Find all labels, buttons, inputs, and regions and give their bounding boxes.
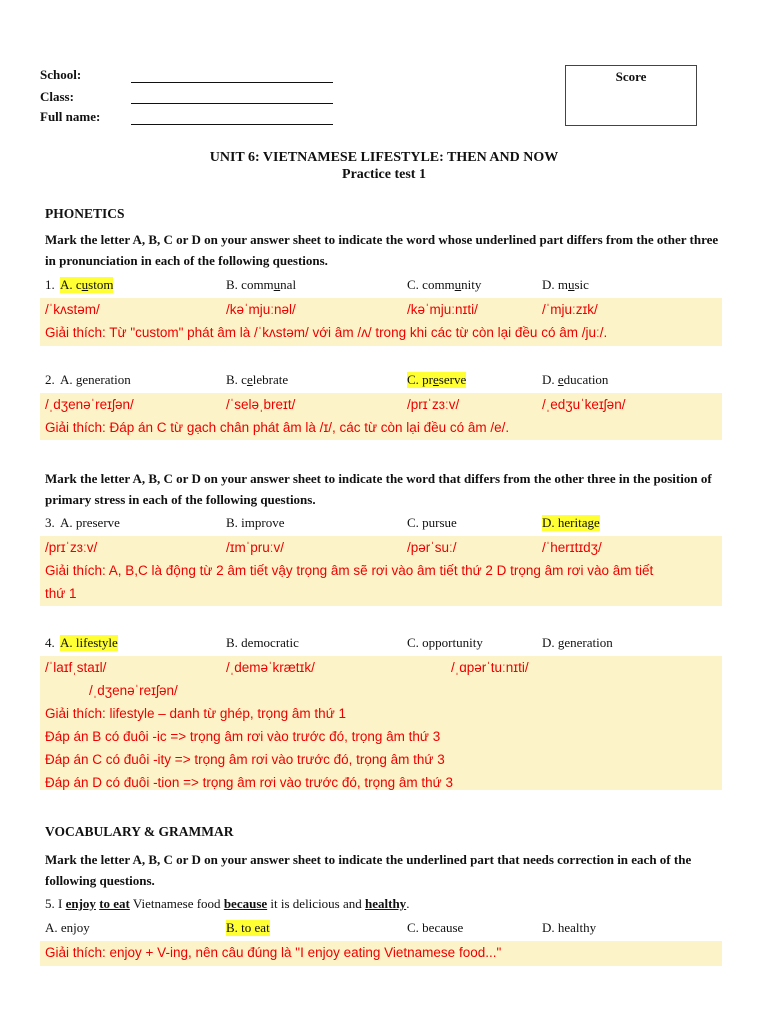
q2-a-pre: A.: [60, 372, 76, 387]
q5-s7: it is delicious and: [267, 896, 366, 911]
unit-title: UNIT 6: VIETNAMESE LIFESTYLE: THEN AND NOW: [209, 150, 559, 165]
q4-answer-box: [40, 656, 722, 790]
q5-underline-because: because: [223, 896, 268, 911]
q2-a-post: eneration: [82, 372, 131, 387]
question-1: [0, 277, 768, 297]
q4-ipa-d: /ˌdʒenəˈreɪʃən/: [89, 683, 178, 698]
q4-option-d[interactable]: D. generation: [542, 635, 613, 650]
q2-option-a[interactable]: [60, 372, 131, 388]
q1-b-underline: u: [273, 277, 281, 292]
q2-b-pre: B. c: [226, 372, 247, 387]
q1-d-underline: u: [568, 277, 575, 292]
q4-option-b[interactable]: B. democratic: [226, 635, 299, 650]
q2-ipa-a: /ˌdʒenəˈreɪʃən/: [45, 397, 134, 412]
q1-b-post: nal: [280, 277, 297, 292]
q2-d-pre: D.: [542, 372, 558, 387]
q1-d-pre: D. m: [542, 277, 568, 292]
fullname-label: Full name:: [40, 109, 101, 124]
q5-option-a[interactable]: A. enjoy: [45, 920, 90, 935]
q2-b-underline: e: [246, 372, 253, 387]
q3-option-c[interactable]: C. pursue: [407, 515, 457, 530]
question-5-options: [0, 920, 768, 940]
q3-ipa-row: [45, 536, 722, 559]
q4-explanation-line-4: Đáp án D có đuôi -tion => trọng âm rơi vào trước đó, trọng âm thứ 3: [45, 775, 453, 790]
q1-a-pre: A. c: [60, 277, 82, 292]
q5-option-b[interactable]: B. to eat: [226, 920, 270, 935]
q3-answer-box: [40, 536, 722, 606]
q4-explanation-line-1: Giải thích: lifestyle – danh từ ghép, trọng âm thứ 1: [45, 706, 346, 721]
q5-s5: Vietnamese food: [129, 896, 224, 911]
q1-option-c[interactable]: [407, 277, 481, 293]
phonetics-instruction-2: Mark the letter A, B, C or D on your answer sheet to indicate the word that differs from the other three in the position of primary stress in each of the following questions.: [45, 471, 712, 507]
phonetics-instruction-1: Mark the letter A, B, C or D on your answer sheet to indicate the word whose underlined part differs from the other three in pronunciation in each of the following questions.: [45, 232, 719, 268]
q2-ipa-row: [45, 393, 722, 416]
q2-option-c[interactable]: [407, 372, 466, 388]
q4-ipa-row-2: [45, 679, 722, 702]
vocab-instruction: Mark the letter A, B, C or D on your answer sheet to indicate the underlined part that needs correction in each of the following questions.: [45, 852, 692, 888]
q3-explanation-line-1: Giải thích: A, B,C là động từ 2 âm tiết vậy trọng âm sẽ rơi vào âm tiết thứ 2 D trọng âm rơi vào âm tiết: [45, 563, 654, 578]
q4-ipa-c: /ˌɑpərˈtuːnɪti/: [451, 660, 529, 675]
q4-option-c[interactable]: C. opportunity: [407, 635, 483, 650]
q5-option-d[interactable]: D. healthy: [542, 920, 597, 935]
school-blank[interactable]: [131, 82, 333, 83]
q1-option-b[interactable]: [226, 277, 296, 293]
q1-ipa-a: /ˈkʌstəm/: [45, 302, 100, 317]
q5-option-c[interactable]: C. because: [407, 920, 464, 935]
q1-option-a[interactable]: [60, 277, 113, 293]
q2-b-post: lebrate: [252, 372, 289, 387]
q1-c-pre: C. comm: [407, 277, 455, 292]
phonetics-heading: PHONETICS: [45, 206, 125, 221]
fullname-blank[interactable]: [131, 124, 333, 125]
q3-ipa-d: /ˈherɪtɪdʒ/: [542, 540, 602, 555]
q2-d-post: ducation: [563, 372, 609, 387]
q1-ipa-d: /ˈmjuːzɪk/: [542, 302, 598, 317]
q3-option-a[interactable]: A. preserve: [60, 515, 120, 530]
q2-d-underline: e: [557, 372, 564, 387]
q1-c-post: nity: [461, 277, 482, 292]
q4-explanation-line-3: Đáp án C có đuôi -ity => trọng âm rơi vào trước đó, trọng âm thứ 3: [45, 752, 445, 767]
q2-c-underline: e: [433, 372, 439, 387]
q5-underline-healthy: healthy: [365, 896, 407, 911]
q1-b-pre: B. comm: [226, 277, 274, 292]
q5-explanation: Giải thích: enjoy + V-ing, nên câu đúng là "I enjoy eating Vietnamese food...": [45, 945, 502, 960]
q1-ipa-c: /kəˈmjuːnɪti/: [407, 302, 478, 317]
q2-ipa-b: /ˈseləˌbreɪt/: [226, 397, 296, 412]
q4-explanation-line-2: Đáp án B có đuôi -ic => trọng âm rơi vào trước đó, trọng âm thứ 3: [45, 729, 441, 744]
q5-s1: 5. I: [45, 896, 66, 911]
question-2: [0, 372, 768, 392]
q4-ipa-row: [45, 656, 722, 679]
question-3: [0, 515, 768, 535]
q1-answer-box: [40, 298, 722, 346]
q2-answer-box: [40, 393, 722, 440]
q2-option-d[interactable]: [542, 372, 608, 388]
q4-ipa-a: /ˈlaɪfˌstaɪl/: [45, 660, 107, 675]
q1-ipa-row: [45, 298, 722, 321]
vocab-heading: VOCABULARY & GRAMMAR: [45, 824, 234, 839]
q3-ipa-a: /prɪˈzɜːv/: [45, 540, 98, 555]
question-5-sentence: [0, 896, 768, 916]
q2-ipa-d: /ˌedʒuˈkeɪʃən/: [542, 397, 626, 412]
q2-c-post: serve: [438, 372, 467, 387]
q5-underline-to-eat: to eat: [99, 896, 130, 911]
q3-number: 3.: [45, 515, 55, 530]
q5-s9: .: [406, 896, 410, 911]
q1-c-underline: u: [454, 277, 462, 292]
class-label: Class:: [40, 89, 74, 104]
class-blank[interactable]: [131, 103, 333, 104]
q4-ipa-b: /ˌdeməˈkrætɪk/: [226, 660, 315, 675]
q3-option-b[interactable]: B. improve: [226, 515, 285, 530]
test-subtitle: Practice test 1: [342, 167, 426, 182]
school-label: School:: [40, 67, 82, 82]
q1-a-post: stom: [88, 277, 114, 292]
q5-sentence: [45, 896, 409, 912]
q4-number: 4.: [45, 635, 55, 650]
q1-explanation: Giải thích: Từ "custom" phát âm là /ˈkʌstəm/ với âm /ʌ/ trong khi các từ còn lại đều có âm /juː/.: [45, 325, 608, 340]
q1-option-d[interactable]: [542, 277, 589, 293]
q3-option-d[interactable]: D. heritage: [542, 515, 600, 530]
q2-explanation: Giải thích: Đáp án C từ gạch chân phát âm là /ɪ/, các từ còn lại đều có âm /e/.: [45, 420, 510, 435]
q2-a-underline: g: [75, 372, 83, 387]
q1-a-underline: u: [81, 277, 89, 292]
question-4: [0, 635, 768, 655]
q1-number: 1.: [45, 277, 55, 292]
q3-explanation-line-2: thứ 1: [45, 586, 77, 601]
q2-option-b[interactable]: [226, 372, 288, 388]
q1-ipa-b: /kəˈmjuːnəl/: [226, 302, 296, 317]
q2-number: 2.: [45, 372, 55, 387]
q2-ipa-c: /prɪˈzɜːv/: [407, 397, 460, 412]
q5-answer-box: [40, 941, 722, 966]
q2-c-pre: C. pr: [407, 372, 433, 387]
score-box: [565, 65, 697, 126]
q4-option-a[interactable]: A. lifestyle: [60, 635, 118, 650]
q3-ipa-b: /ɪmˈpruːv/: [226, 540, 285, 555]
q5-underline-enjoy: enjoy: [65, 896, 96, 911]
score-label: Score: [615, 69, 647, 84]
q3-ipa-c: /pərˈsuː/: [407, 540, 457, 555]
q1-d-post: sic: [574, 277, 589, 292]
